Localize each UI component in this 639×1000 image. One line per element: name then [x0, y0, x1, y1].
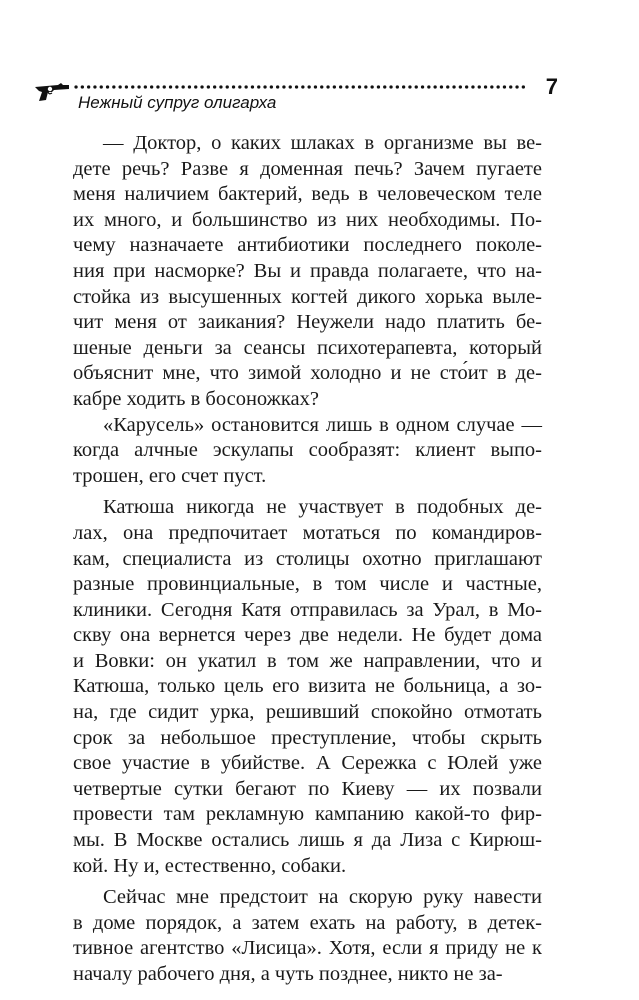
text-line: — Доктор, о каких шлаках в организме вы ве- [103, 132, 542, 154]
text-line: меня наличием бактерий, ведь в человеческом теле [73, 183, 542, 206]
page-number: 7 [545, 74, 558, 99]
text-line: Катюша никогда не участвует в подобных де- [103, 496, 542, 519]
text-line: клиники. Сегодня Катя отправилась за Урал, в Мо- [73, 598, 542, 621]
body-text [73, 131, 542, 988]
text-line: объяснит мне, что зимой холодно и не сто́ит в де- [73, 362, 542, 385]
text-line: кам, специалиста из столицы охотно приглашают [73, 547, 542, 570]
text-line: Катюша, только цель его визита не больница, а зо- [73, 675, 542, 698]
paragraph [73, 495, 542, 879]
paragraph [73, 413, 542, 490]
text-line: мы. В Москве остались лишь я да Лиза с Кирюш- [73, 829, 542, 852]
text-line: чит меня от заикания? Неужели надо платить бе- [73, 311, 542, 334]
text-line: лах, она предпочитает мотаться по командиров- [73, 521, 542, 544]
text-line: и Вовки: он укатил в том же направлении, что и [73, 649, 542, 672]
text-line: на, где сидит урка, решивший спокойно отмотать [73, 701, 542, 724]
text-line: ния при насморке? Вы и правда полагаете, что на- [73, 259, 542, 282]
text-line: тивное агентство «Лисица». Хотя, если я приду не к [73, 937, 542, 960]
text-line: когда алчные эскулапы сообразят: клиент выпо- [73, 439, 542, 462]
text-line: стойка из высушенных когтей дикого хорька выле- [73, 285, 542, 308]
running-header [34, 74, 558, 116]
text-line: чему назначаете антибиотики последнего поколе- [73, 234, 542, 257]
revolver-icon [34, 80, 70, 102]
text-line: в доме порядок, а затем ехать на работу, в детек- [73, 911, 542, 934]
text-line: кабре ходить в босоножках? [73, 387, 319, 410]
text-line: трошен, его счет пуст. [73, 464, 267, 487]
running-title: Нежный супруг олигарха [78, 93, 277, 112]
text-line: «Карусель» остановится лишь в одном случае — [103, 413, 542, 436]
text-line: шеные деньги за сеансы психотерапевта, который [73, 336, 542, 359]
text-line: дете речь? Разве я доменная печь? Зачем пугаете [73, 157, 542, 180]
text-line: четвертые сутки бегают по Киеву — их позвали [73, 777, 542, 800]
text-line: свое участие в убийстве. А Сережка с Юлей уже [73, 752, 542, 775]
text-line: провести там рекламную кампанию какой-то фир- [73, 803, 542, 826]
text-line: их много, и большинство из них необходимы. По- [73, 208, 542, 231]
dotted-rule [74, 84, 549, 90]
text-line: срок за небольшое преступление, чтобы скрыть [73, 726, 542, 749]
paragraph [73, 131, 542, 413]
text-line: скву она вернется через две недели. Не будет дома [73, 624, 542, 647]
text-line: началу рабочего дня, а чуть позднее, никто не за- [73, 963, 503, 985]
text-line: Сейчас мне предстоит на скорую руку навести [103, 886, 542, 909]
text-line: кой. Ну и, естественно, собаки. [73, 854, 347, 877]
paragraph [73, 885, 542, 987]
text-line: разные провинциальные, в том числе и частные, [73, 573, 542, 596]
